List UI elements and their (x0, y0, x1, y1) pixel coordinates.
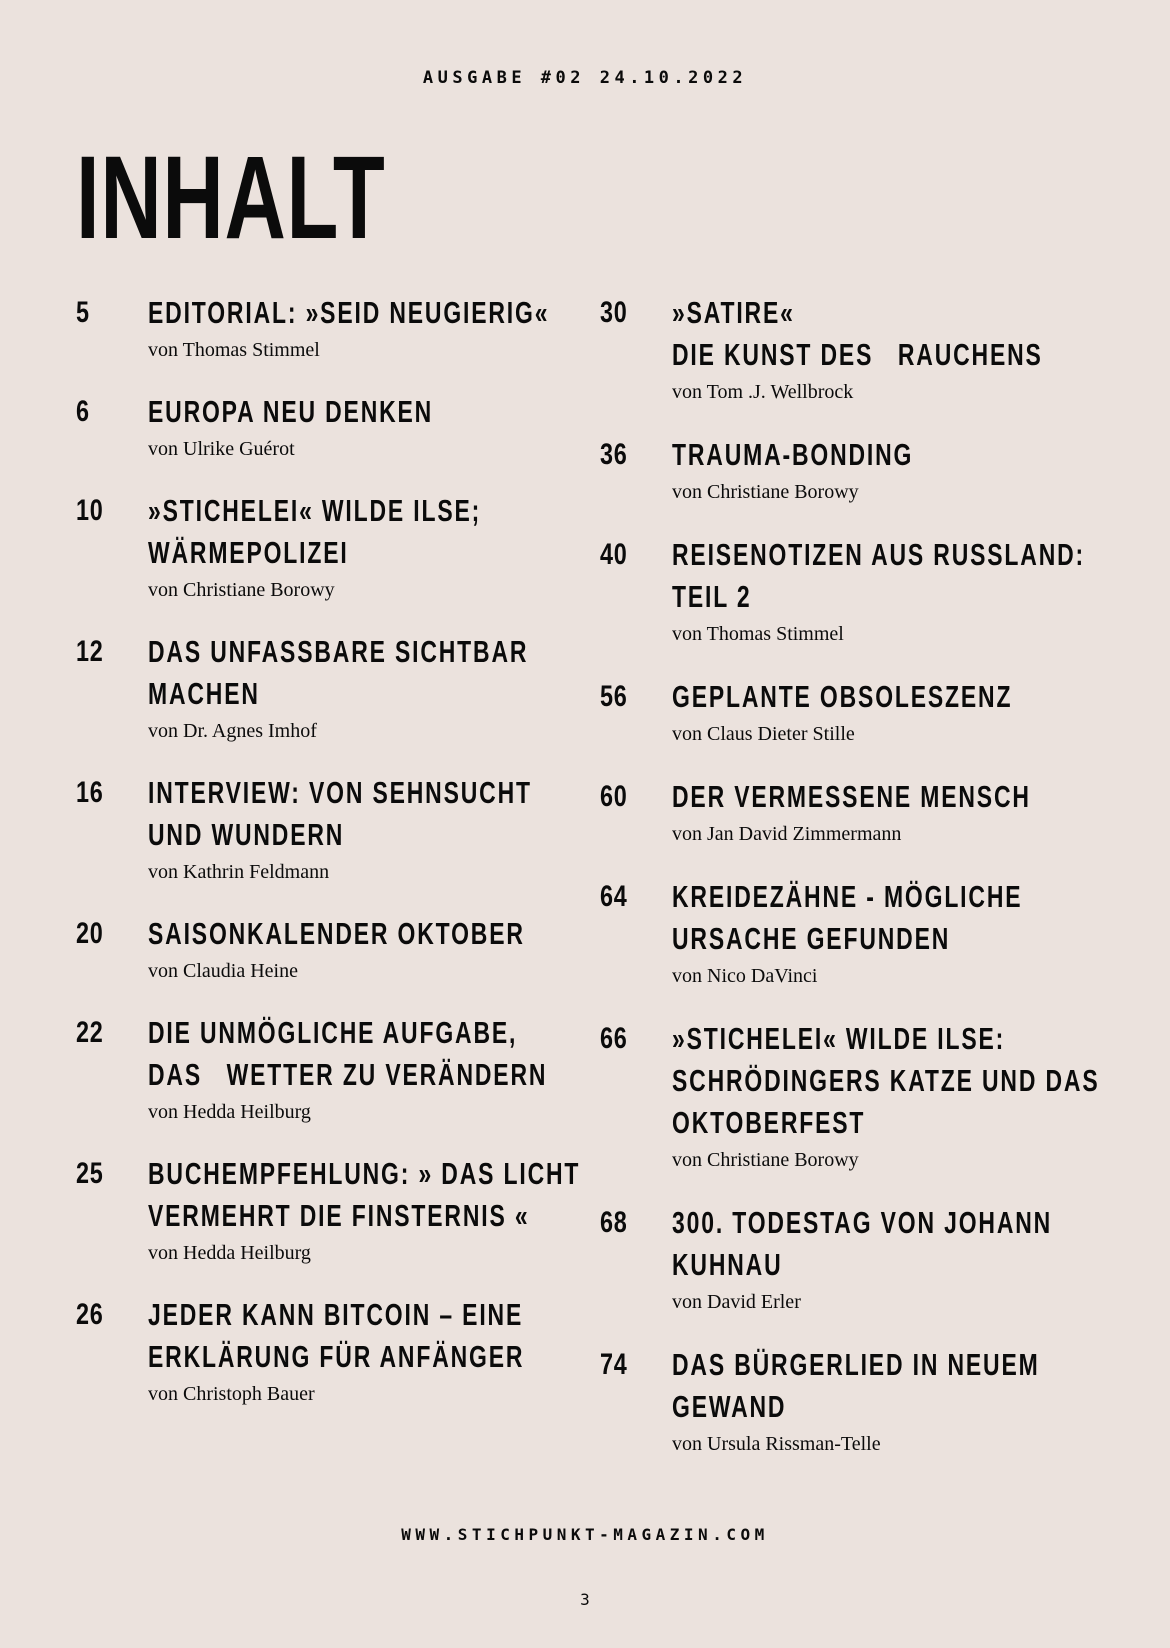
toc-entry-page: 5 (76, 296, 90, 329)
toc-entry-page: 60 (600, 780, 628, 813)
toc-entry[interactable] (600, 434, 1140, 506)
toc-entry-author: von Hedda Heilburg (148, 1242, 311, 1264)
toc-entry-page: 26 (76, 1298, 104, 1331)
toc-entry-title: EDITORIAL: »SEID NEUGIERIG« (148, 295, 550, 330)
toc-entry-page: 12 (76, 635, 104, 668)
toc-entry-page: 36 (600, 438, 628, 471)
toc-entry-page: 68 (600, 1206, 628, 1239)
toc-entry-title: BUCHEMPFEHLUNG: » DAS LICHT VERMEHRT DIE FINSTERNIS « (148, 1156, 581, 1233)
toc-entry[interactable] (76, 772, 581, 886)
toc-entry[interactable] (600, 1202, 1140, 1316)
toc-entry-author: von Thomas Stimmel (148, 339, 320, 361)
toc-entry-author: von Christiane Borowy (672, 481, 859, 503)
toc-entry-title: INTERVIEW: VON SEHNSUCHT UND WUNDERN (148, 775, 532, 852)
toc-entry-page: 64 (600, 880, 628, 913)
issue-date-header: AUSGABE #02 24.10.2022 (422, 68, 748, 88)
toc-entry-author: von Claudia Heine (148, 960, 298, 982)
toc-entry-author: von Nico DaVinci (672, 965, 818, 987)
toc-entry-page: 56 (600, 680, 628, 713)
toc-entry-title: DER VERMESSENE MENSCH (672, 779, 1031, 814)
toc-entry-page: 74 (600, 1348, 628, 1381)
toc-entry-title: EUROPA NEU DENKEN (148, 394, 434, 429)
toc-entry[interactable] (600, 876, 1140, 990)
toc-entry-title: GEPLANTE OBSOLESZENZ (672, 679, 1013, 714)
toc-entry[interactable] (600, 292, 1140, 406)
toc-entry[interactable] (76, 1294, 581, 1408)
toc-entry-title: 300. TODESTAG VON JOHANN KUHNAU (672, 1205, 1053, 1282)
toc-entry-title: »STICHELEI« WILDE ILSE; WÄRMEPOLIZEI (148, 493, 482, 570)
toc-entry-author: von Thomas Stimmel (672, 623, 844, 645)
toc-entry[interactable] (76, 490, 581, 604)
website-url[interactable]: WWW.STICHPUNKT-MAGAZIN.COM (401, 1525, 769, 1544)
toc-entry-title: »SATIRE« DIE KUNST DES RAUCHENS (672, 295, 1043, 372)
toc-column-left (76, 292, 581, 1435)
toc-entry-title: REISENOTIZEN AUS RUSSLAND: TEIL 2 (672, 537, 1086, 614)
page-number: 3 (580, 1590, 590, 1609)
toc-entry-author: von Ursula Rissman-Telle (672, 1433, 881, 1455)
toc-entry-page: 40 (600, 538, 628, 571)
toc-entry-author: von Claus Dieter Stille (672, 723, 855, 745)
toc-entry-title: DIE UNMÖGLICHE AUFGABE, DAS WETTER ZU VERÄNDERN (148, 1015, 548, 1092)
toc-column-right (600, 292, 1140, 1486)
toc-entry[interactable] (76, 913, 581, 985)
toc-entry-page: 6 (76, 395, 90, 428)
toc-entry-title: JEDER KANN BITCOIN – EINE ERKLÄRUNG FÜR ANFÄNGER (148, 1297, 525, 1374)
toc-entry-page: 10 (76, 494, 104, 527)
toc-entry[interactable] (76, 292, 581, 364)
toc-entry-title: DAS UNFASSBARE SICHTBAR MACHEN (148, 634, 529, 711)
toc-entry-title: DAS BÜRGERLIED IN NEUEM GEWAND (672, 1347, 1040, 1424)
toc-entry-author: von Kathrin Feldmann (148, 861, 330, 883)
toc-entry[interactable] (76, 391, 581, 463)
toc-entry-page: 22 (76, 1016, 104, 1049)
toc-entry[interactable] (600, 776, 1140, 848)
page-title: INHALT (76, 132, 386, 264)
toc-entry[interactable] (600, 1344, 1140, 1458)
toc-entry-author: von David Erler (672, 1291, 801, 1313)
toc-entry[interactable] (76, 631, 581, 745)
toc-entry[interactable] (76, 1012, 581, 1126)
toc-entry-author: von Christiane Borowy (148, 579, 335, 601)
toc-entry-title: KREIDEZÄHNE - MÖGLICHE URSACHE GEFUNDEN (672, 879, 1023, 956)
toc-entry-title: TRAUMA-BONDING (672, 437, 914, 472)
toc-entry-title: »STICHELEI« WILDE ILSE: SCHRÖDINGERS KATZE UND DAS OKTOBERFEST (672, 1021, 1100, 1140)
toc-entry-page: 30 (600, 296, 628, 329)
toc-entry-page: 20 (76, 917, 104, 950)
toc-entry-author: von Hedda Heilburg (148, 1101, 311, 1123)
toc-entry[interactable] (600, 1018, 1140, 1174)
toc-entry-author: von Christoph Bauer (148, 1383, 315, 1405)
toc-entry[interactable] (76, 1153, 581, 1267)
toc-entry-author: von Ulrike Guérot (148, 438, 295, 460)
toc-entry-author: von Tom .J. Wellbrock (672, 381, 854, 403)
toc-entry-page: 16 (76, 776, 104, 809)
toc-entry[interactable] (600, 534, 1140, 648)
toc-entry-page: 25 (76, 1157, 104, 1190)
toc-entry[interactable] (600, 676, 1140, 748)
toc-entry-page: 66 (600, 1022, 628, 1055)
toc-entry-author: von Dr. Agnes Imhof (148, 720, 317, 742)
toc-entry-author: von Jan David Zimmermann (672, 823, 902, 845)
toc-entry-author: von Christiane Borowy (672, 1149, 859, 1171)
toc-entry-title: SAISONKALENDER OKTOBER (148, 916, 525, 951)
